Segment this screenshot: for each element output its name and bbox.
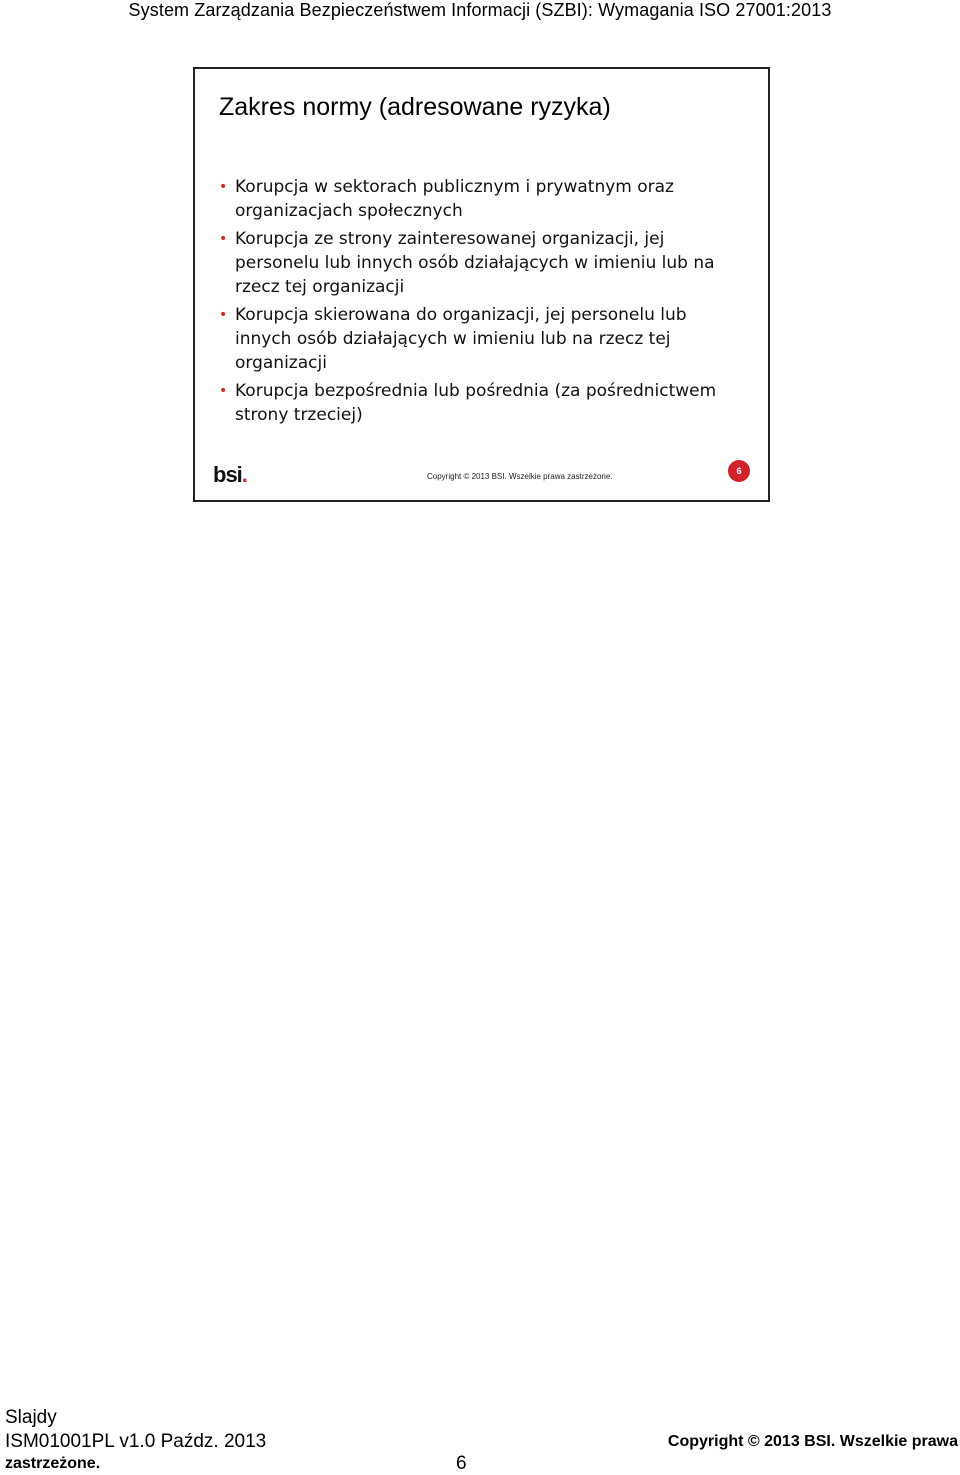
slide-footer xyxy=(195,460,768,500)
slide-number-badge: 6 xyxy=(728,460,750,482)
bullet-item xyxy=(219,227,739,299)
bsi-logo xyxy=(213,462,247,488)
footer-copyright: Copyright © 2013 BSI. Wszelkie prawa xyxy=(667,1433,958,1450)
bullet-item xyxy=(219,175,739,223)
page-header-title: System Zarządzania Bezpieczeństwem Informacji (SZBI): Wymagania ISO 27001:2013 xyxy=(128,0,832,20)
footer-version: ISM01001PL v1.0 Paźdz. 2013 xyxy=(5,1431,267,1452)
slide-title: Zakres normy (adresowane ryzyka) xyxy=(219,93,611,121)
bullet-icon: • xyxy=(219,179,228,195)
bullet-text: Korupcja w sektorach publicznym i prywatnym oraz organizacjach społecznych xyxy=(235,177,674,221)
bsi-logo-text: bsi xyxy=(213,462,242,487)
bullet-text: Korupcja bezpośrednia lub pośrednia (za pośrednictwem strony trzeciej) xyxy=(235,381,717,425)
bullet-text: Korupcja skierowana do organizacji, jej personelu lub innych osób działających w imieniu lub na rzecz tej organizacji xyxy=(235,305,687,373)
bullet-list xyxy=(219,175,739,431)
slide-frame xyxy=(193,67,770,502)
bullet-item xyxy=(219,303,739,375)
bullet-item xyxy=(219,379,739,427)
slide-copyright: Copyright © 2013 BSI. Wszelkie prawa zastrzeżone. xyxy=(427,472,613,481)
bullet-text: Korupcja ze strony zainteresowanej organizacji, jej personelu lub innych osób działających w imieniu lub na rzecz tej organizacji xyxy=(235,229,715,297)
bullet-icon: • xyxy=(219,383,228,399)
footer-slides-label: Slajdy xyxy=(5,1407,57,1428)
bsi-logo-dot: . xyxy=(241,462,247,487)
bullet-icon: • xyxy=(219,307,228,323)
bullet-icon: • xyxy=(219,231,228,247)
page-footer xyxy=(0,1407,960,1473)
footer-page-number: 6 xyxy=(456,1453,467,1474)
footer-copyright-continuation: zastrzeżone. xyxy=(5,1455,101,1472)
